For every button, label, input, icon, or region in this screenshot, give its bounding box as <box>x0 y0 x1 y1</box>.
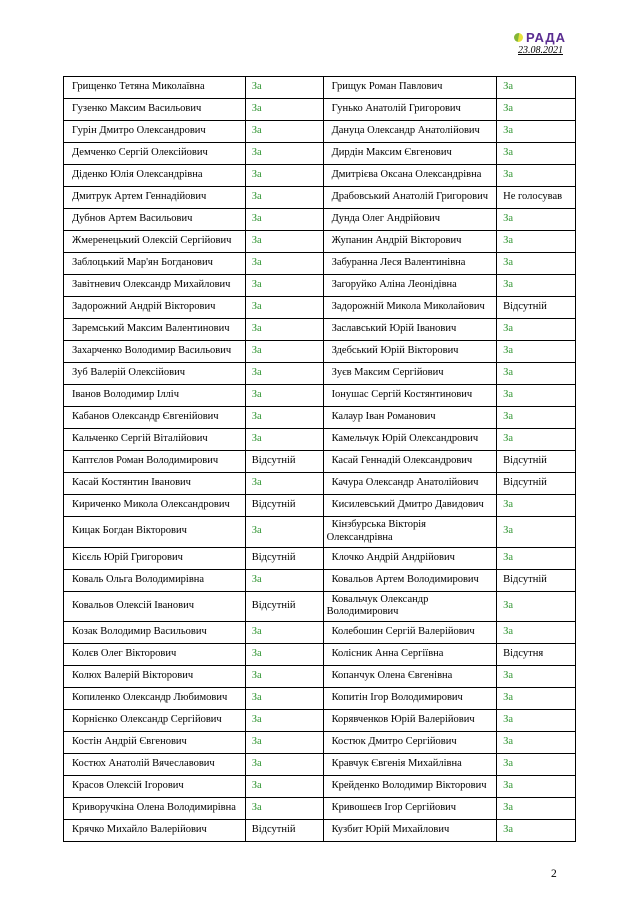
vote-value: Відсутній <box>497 473 576 495</box>
vote-value: Відсутній <box>245 495 323 517</box>
table-row <box>64 451 576 473</box>
vote-value: Відсутня <box>497 644 576 666</box>
vote-value: За <box>245 385 323 407</box>
vote-value: Відсутній <box>497 297 576 319</box>
deputy-name: Касай Геннадій Олександрович <box>323 451 497 473</box>
deputy-name: Драбовський Анатолій Григорович <box>323 187 497 209</box>
table-row <box>64 622 576 644</box>
deputy-name: Каптєлов Роман Володимирович <box>64 451 246 473</box>
vote-value: За <box>497 319 576 341</box>
deputy-name: Дануца Олександр Анатолійович <box>323 121 497 143</box>
vote-value: Відсутній <box>245 591 323 622</box>
vote-value: За <box>245 275 323 297</box>
vote-value: За <box>245 363 323 385</box>
table-row <box>64 99 576 121</box>
deputy-name: Зуб Валерій Олексійович <box>64 363 246 385</box>
deputy-name: Камельчук Юрій Олександрович <box>323 429 497 451</box>
deputy-name: Задорожний Андрій Вікторович <box>64 297 246 319</box>
vote-value: За <box>245 473 323 495</box>
table-row <box>64 407 576 429</box>
table-row <box>64 429 576 451</box>
table-row <box>64 547 576 569</box>
deputy-name: Кінзбурська Вікторія Олександрівна <box>323 517 497 548</box>
table-row <box>64 385 576 407</box>
vote-value: За <box>497 99 576 121</box>
vote-value: Не голосував <box>497 187 576 209</box>
table-row <box>64 275 576 297</box>
vote-value: За <box>245 688 323 710</box>
table-row <box>64 231 576 253</box>
deputy-name: Клочко Андрій Андрійович <box>323 547 497 569</box>
vote-value: Відсутній <box>497 569 576 591</box>
deputy-name: Завітневич Олександр Михайлович <box>64 275 246 297</box>
deputy-name: Коваль Ольга Володимирівна <box>64 569 246 591</box>
deputy-name: Діденко Юлія Олександрівна <box>64 165 246 187</box>
table-row <box>64 253 576 275</box>
table-row <box>64 77 576 99</box>
deputy-name: Колюх Валерій Вікторович <box>64 666 246 688</box>
deputy-name: Забуранна Леся Валентинівна <box>323 253 497 275</box>
vote-value: За <box>245 666 323 688</box>
deputy-name: Костін Андрій Євгенович <box>64 732 246 754</box>
deputy-name: Жмеренецький Олексій Сергійович <box>64 231 246 253</box>
deputy-name: Дунда Олег Андрійович <box>323 209 497 231</box>
deputy-name: Дубнов Артем Васильович <box>64 209 246 231</box>
deputy-name: Корявченков Юрій Валерійович <box>323 710 497 732</box>
table-row <box>64 569 576 591</box>
deputy-name: Козак Володимир Васильович <box>64 622 246 644</box>
vote-value: За <box>245 407 323 429</box>
table-row <box>64 143 576 165</box>
vote-value: За <box>245 297 323 319</box>
deputy-name: Іонушас Сергій Костянтинович <box>323 385 497 407</box>
deputy-name: Корнієнко Олександр Сергійович <box>64 710 246 732</box>
vote-value: За <box>245 732 323 754</box>
table-row <box>64 165 576 187</box>
vote-value: За <box>245 798 323 820</box>
deputy-name: Крячко Михайло Валерійович <box>64 820 246 842</box>
table-row <box>64 591 576 622</box>
deputy-name: Захарченко Володимир Васильович <box>64 341 246 363</box>
deputy-name: Кривошеєв Ігор Сергійович <box>323 798 497 820</box>
vote-value: Відсутній <box>497 451 576 473</box>
vote-value: За <box>245 341 323 363</box>
vote-value: За <box>497 385 576 407</box>
deputy-name: Заблоцький Мар'ян Богданович <box>64 253 246 275</box>
deputy-name: Гузенко Максим Васильович <box>64 99 246 121</box>
rada-logo <box>514 30 576 56</box>
rada-logo-text: РАДА <box>526 30 567 45</box>
vote-value: За <box>245 77 323 99</box>
vote-value: За <box>245 187 323 209</box>
deputy-name: Демченко Сергій Олексійович <box>64 143 246 165</box>
deputy-name: Іванов Володимир Ілліч <box>64 385 246 407</box>
vote-value: За <box>497 688 576 710</box>
deputy-name: Дмитрук Артем Геннадійович <box>64 187 246 209</box>
deputy-name: Гунько Анатолій Григорович <box>323 99 497 121</box>
vote-value: За <box>497 754 576 776</box>
deputy-name: Копитін Ігор Володимирович <box>323 688 497 710</box>
vote-value: За <box>497 363 576 385</box>
vote-value: За <box>497 547 576 569</box>
deputy-name: Ковальов Олексій Іванович <box>64 591 246 622</box>
table-row <box>64 732 576 754</box>
deputy-name: Колісник Анна Сергіївна <box>323 644 497 666</box>
vote-value: За <box>497 710 576 732</box>
deputy-name: Ковальчук Олександр Володимирович <box>323 591 497 622</box>
deputy-name: Костюх Анатолій Вячеславович <box>64 754 246 776</box>
table-row <box>64 710 576 732</box>
vote-value: За <box>245 143 323 165</box>
table-row <box>64 319 576 341</box>
deputy-name: Копанчук Олена Євгенівна <box>323 666 497 688</box>
vote-value: За <box>497 429 576 451</box>
vote-value: За <box>245 231 323 253</box>
vote-value: За <box>245 517 323 548</box>
vote-value: За <box>245 622 323 644</box>
table-row <box>64 754 576 776</box>
table-row <box>64 363 576 385</box>
vote-value: За <box>497 820 576 842</box>
vote-value: За <box>245 165 323 187</box>
deputy-name: Копиленко Олександр Любимович <box>64 688 246 710</box>
vote-value: За <box>497 798 576 820</box>
vote-value: За <box>497 121 576 143</box>
table-row <box>64 666 576 688</box>
vote-value: За <box>245 754 323 776</box>
vote-value: За <box>245 710 323 732</box>
deputy-name: Кісєль Юрій Григорович <box>64 547 246 569</box>
deputy-name: Кисилевський Дмитро Давидович <box>323 495 497 517</box>
vote-value: За <box>497 165 576 187</box>
deputy-name: Кириченко Микола Олександрович <box>64 495 246 517</box>
vote-value: За <box>497 407 576 429</box>
deputy-name: Кицак Богдан Вікторович <box>64 517 246 548</box>
deputy-name: Загоруйко Аліна Леонідівна <box>323 275 497 297</box>
deputy-name: Зуєв Максим Сергійович <box>323 363 497 385</box>
deputy-name: Дмитрієва Оксана Олександрівна <box>323 165 497 187</box>
page-number: 2 <box>551 868 557 880</box>
deputy-name: Жупанин Андрій Вікторович <box>323 231 497 253</box>
vote-value: За <box>245 429 323 451</box>
deputy-name: Красов Олексій Ігорович <box>64 776 246 798</box>
deputy-name: Задорожній Микола Миколайович <box>323 297 497 319</box>
deputy-name: Гурін Дмитро Олександрович <box>64 121 246 143</box>
deputy-name: Дирдін Максим Євгенович <box>323 143 497 165</box>
vote-value: За <box>497 517 576 548</box>
table-row <box>64 121 576 143</box>
deputy-name: Касай Костянтин Іванович <box>64 473 246 495</box>
deputy-name: Кабанов Олександр Євгенійович <box>64 407 246 429</box>
vote-value: За <box>497 209 576 231</box>
vote-value: За <box>497 143 576 165</box>
vote-value: За <box>497 776 576 798</box>
deputy-name: Качура Олександр Анатолійович <box>323 473 497 495</box>
vote-value: За <box>497 495 576 517</box>
vote-value: За <box>245 644 323 666</box>
vote-table <box>63 76 576 842</box>
deputy-name: Калаур Іван Романович <box>323 407 497 429</box>
table-row <box>64 209 576 231</box>
vote-value: Відсутній <box>245 820 323 842</box>
deputy-name: Кузбит Юрій Михайлович <box>323 820 497 842</box>
vote-value: За <box>245 569 323 591</box>
vote-value: За <box>497 666 576 688</box>
table-row <box>64 341 576 363</box>
rada-logo-circle-icon <box>514 33 523 42</box>
table-row <box>64 495 576 517</box>
vote-value: За <box>497 591 576 622</box>
vote-value: За <box>245 99 323 121</box>
table-row <box>64 820 576 842</box>
table-row <box>64 297 576 319</box>
vote-value: За <box>245 319 323 341</box>
vote-value: За <box>245 121 323 143</box>
deputy-name: Криворучкіна Олена Володимирівна <box>64 798 246 820</box>
deputy-name: Колєв Олег Вікторович <box>64 644 246 666</box>
vote-value: За <box>497 231 576 253</box>
deputy-name: Крейденко Володимир Вікторович <box>323 776 497 798</box>
vote-value: За <box>497 77 576 99</box>
deputy-name: Заремський Максим Валентинович <box>64 319 246 341</box>
vote-value: За <box>497 253 576 275</box>
vote-value: За <box>245 253 323 275</box>
deputy-name: Грищенко Тетяна Миколаївна <box>64 77 246 99</box>
table-row <box>64 187 576 209</box>
table-row <box>64 517 576 548</box>
vote-value: За <box>497 341 576 363</box>
table-row <box>64 798 576 820</box>
table-row <box>64 473 576 495</box>
vote-value: За <box>497 732 576 754</box>
deputy-name: Ковальов Артем Володимирович <box>323 569 497 591</box>
document-date: 23.08.2021 <box>518 45 563 56</box>
vote-value: За <box>245 776 323 798</box>
vote-value: За <box>497 275 576 297</box>
table-row <box>64 644 576 666</box>
deputy-name: Колебошин Сергій Валерійович <box>323 622 497 644</box>
table-row <box>64 776 576 798</box>
deputy-name: Грищук Роман Павлович <box>323 77 497 99</box>
deputy-name: Костюк Дмитро Сергійович <box>323 732 497 754</box>
deputy-name: Заславський Юрій Іванович <box>323 319 497 341</box>
table-row <box>64 688 576 710</box>
vote-value: За <box>245 209 323 231</box>
deputy-name: Здебський Юрій Вікторович <box>323 341 497 363</box>
deputy-name: Кальченко Сергій Віталійович <box>64 429 246 451</box>
vote-value: Відсутній <box>245 547 323 569</box>
vote-value: За <box>497 622 576 644</box>
vote-value: Відсутній <box>245 451 323 473</box>
deputy-name: Кравчук Євгенія Михайлівна <box>323 754 497 776</box>
rada-logo-row <box>514 30 576 45</box>
vote-table-body <box>64 77 576 842</box>
